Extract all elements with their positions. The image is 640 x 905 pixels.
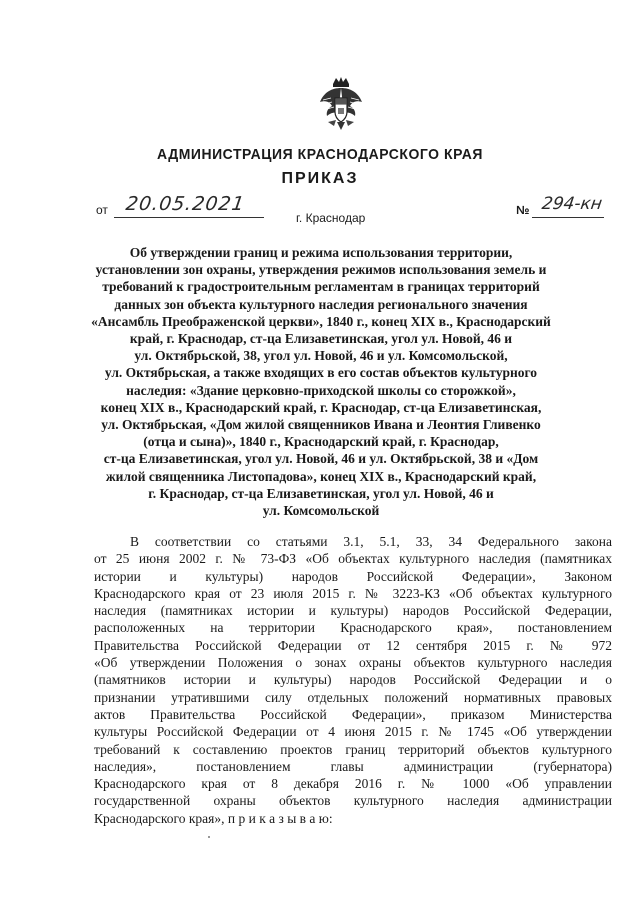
number-prefix: № xyxy=(516,203,530,217)
body-line: Краснодарского края», п р и к а з ы в а ю: xyxy=(94,810,333,826)
date-handwritten: 20.05.2021 xyxy=(124,193,247,215)
scan-speck xyxy=(208,836,210,838)
body-line: государственной охраны объектов культурного наследия администрации xyxy=(94,793,612,809)
date-prefix: от xyxy=(96,203,108,217)
number-handwritten: 294-кн xyxy=(540,194,604,214)
document-type: ПРИКАЗ xyxy=(281,170,359,187)
subject-line: «Ансамбль Преображенской церкви», 1840 г., конец XIX в., Краснодарский xyxy=(91,313,551,329)
subject-line: жилой священника Листопадова», конец XIX в., Краснодарский край, xyxy=(105,468,537,484)
document-subject xyxy=(86,244,556,519)
subject-line: данных зон объекта культурного наследия регионального значения xyxy=(114,296,528,312)
subject-line: (отца и сына)», 1840 г., Краснодарский край, г. Краснодар, xyxy=(143,434,499,450)
date-underline xyxy=(114,217,264,218)
subject-line: установлении зон охраны, утверждения режимов использования земель и xyxy=(95,262,547,278)
subject-line: Об утверждении границ и режима использования территории, xyxy=(129,245,513,260)
subject-line: требований к градостроительным регламентам в границах территорий xyxy=(102,279,540,295)
body-line: истории и культуры) народов Российской Федерации», Законом xyxy=(94,568,612,584)
body-line: В соответствии со статьями 3.1, 5.1, 33, 34 Федерального закона xyxy=(130,534,612,549)
coat-of-arms-icon xyxy=(318,76,364,134)
body-line: требований к составлению проектов границ территорий объектов культурного xyxy=(94,741,612,757)
body-line: от 25 июня 2002 г. № 73-ФЗ «Об объектах культурного наследия (памятниках xyxy=(94,551,612,567)
body-line: Правительства Российской Федерации от 12 сентября 2015 г. № 972 xyxy=(94,637,612,653)
subject-line: конец XIX в., Краснодарский край, г. Краснодар, ст-ца Елизаветинская, xyxy=(100,399,542,415)
subject-line: ул. Октябрьская, «Дом жилой священников Ивана и Леонтия Гливенко xyxy=(101,417,541,433)
subject-line: г. Краснодар, ст-ца Елизаветинская, угол ул. Новой, 46 и xyxy=(148,485,494,501)
subject-line: ул. Комсомольской xyxy=(262,503,380,519)
number-underline xyxy=(532,217,604,218)
body-line: «Об утверждении Положения о зонах охраны объектов культурного наследия xyxy=(94,655,612,671)
body-line: (памятников истории и культуры) народов Российской Федерации и о xyxy=(94,672,612,688)
subject-line: наследия: «Здание церковно-приходской школы со сторожкой», xyxy=(126,382,516,398)
body-line: актов Правительства Российской Федерации», приказом Министерства xyxy=(94,706,612,722)
body-line: Краснодарского края от 8 декабря 2016 г. № 1000 «Об управлении xyxy=(94,776,612,792)
city-label: г. Краснодар xyxy=(296,211,366,225)
document-body xyxy=(94,533,612,827)
subject-line: ул. Октябрьской, 38, угол ул. Новой, 46 и ул. Комсомольской, xyxy=(134,348,508,364)
subject-line: ул. Октябрьская, а также входящих в его состав объектов культурного xyxy=(104,365,538,381)
body-line: признании утратившими силу отдельных положений нормативных правовых xyxy=(94,689,612,705)
document-meta xyxy=(96,193,616,223)
organization-title: АДМИНИСТРАЦИЯ КРАСНОДАРСКОГО КРАЯ xyxy=(157,146,483,163)
body-line: наследия», постановлением главы администрации (губернатора) xyxy=(94,758,612,774)
subject-line: ст-ца Елизаветинская, угол ул. Новой, 46 и ул. Октябрьской, 38 и «Дом xyxy=(103,451,539,467)
body-line: культуры Российской Федерации от 4 июня 2015 г. № 1745 «Об утверждении xyxy=(94,724,612,740)
subject-line: край, г. Краснодар, ст-ца Елизаветинская, угол ул. Новой, 46 и xyxy=(129,331,513,347)
body-line: наследия (памятниках истории и культуры) народов Российской Федерации, xyxy=(94,603,612,619)
body-line: расположенных на территории Краснодарского края», постановлением xyxy=(94,620,612,636)
body-line: Краснодарского края от 23 июля 2015 г. № 3223-КЗ «Об объектах культурного xyxy=(94,585,612,601)
